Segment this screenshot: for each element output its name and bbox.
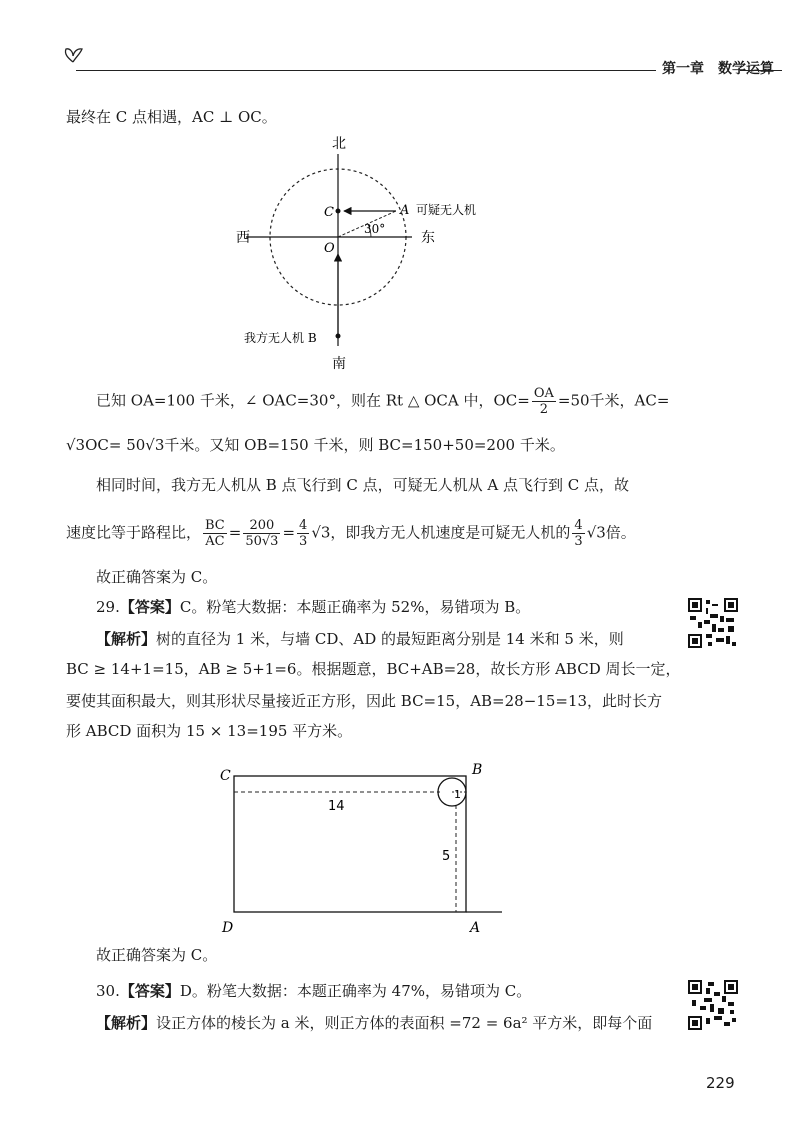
page-number: 229 xyxy=(706,1074,735,1092)
rectangle-figure xyxy=(220,760,520,940)
label-1: 1 xyxy=(454,788,461,801)
rectangle-abcd xyxy=(234,776,466,912)
q29-answer-text: C。粉笔大数据：本题正确率为 52%，易错项为 B。 xyxy=(179,598,531,616)
fraction-denominator: 50√3 xyxy=(245,534,279,549)
suspect-drone-label: 可疑无人机 xyxy=(416,203,477,217)
fraction-numerator: BC xyxy=(205,518,225,533)
fraction-numerator: 4 xyxy=(574,518,583,533)
paragraph-same-time: 相同时间，我方无人机从 B 点飞行到 C 点，可疑无人机从 A 点飞行到 C 点，故 xyxy=(96,476,629,494)
vertex-d-label: D xyxy=(222,920,234,936)
q29-analysis-tag: 【解析】 xyxy=(96,630,157,648)
label-5: 5 xyxy=(442,849,451,864)
running-header xyxy=(62,42,774,82)
point-o-label: O xyxy=(324,241,335,256)
paragraph-given xyxy=(96,386,669,417)
point-c-dot xyxy=(336,209,341,214)
south-label: 南 xyxy=(332,356,346,372)
point-c-label: C xyxy=(324,205,334,220)
fraction-denominator: AC xyxy=(205,534,225,549)
q29-analysis-text: 树的直径为 1 米，与墙 CD、AD 的最短距离分别是 14 米和 5 米，则 xyxy=(156,630,624,648)
q29-analysis-line2: BC ≥ 14+1=15，AB ≥ 5+1=6。根据题意，BC+AB=28，故长方形 ABCD 周长一定， xyxy=(66,660,681,678)
q30-answer-tag: 【答案】 xyxy=(119,982,180,1000)
q30-analysis-text: 设正方体的棱长为 a 米，则正方体的表面积 =72 = 6a² 平方米，即每个面 xyxy=(156,1014,653,1032)
ratio-text-b: √3，即我方无人机速度是可疑无人机的 xyxy=(311,523,571,542)
q30-analysis-tag: 【解析】 xyxy=(96,1014,157,1032)
paragraph-bc: √3OC= 50√3千米。又知 OB=150 千米，则 BC=150+50=200 千米。 xyxy=(66,436,565,454)
point-b-dot xyxy=(336,334,341,339)
header-rule xyxy=(76,70,656,71)
fraction-denominator: 2 xyxy=(539,402,549,417)
vertex-c-label: C xyxy=(220,768,231,784)
q29-number: 29. xyxy=(96,598,120,616)
chapter-title: 数学运算 xyxy=(718,61,774,77)
q30-number: 30. xyxy=(96,982,120,1000)
point-a-label: A xyxy=(400,203,410,218)
chapter-heading xyxy=(662,58,774,78)
vertex-b-label: B xyxy=(472,762,483,778)
label-14: 14 xyxy=(328,799,345,814)
east-label: 东 xyxy=(421,230,435,246)
our-drone-label: 我方无人机 B xyxy=(244,331,317,345)
fraction-numerator: 200 xyxy=(243,518,280,534)
chapter-number: 第一章 xyxy=(662,61,704,77)
ratio-text-c: √3倍。 xyxy=(586,523,636,542)
fraction-denominator: 3 xyxy=(574,534,583,549)
q30-answer-text: D。粉笔大数据：本题正确率为 47%，易错项为 C。 xyxy=(179,982,532,1000)
angle-label: 30° xyxy=(364,222,386,236)
vertex-a-label: A xyxy=(470,920,481,936)
fraction-denominator: 3 xyxy=(299,534,308,549)
given-text-a: 已知 OA=100 千米，∠ OAC=30°，则在 Rt △ OCA 中，OC= xyxy=(96,391,530,410)
given-text-b: =50千米，AC= xyxy=(557,391,670,410)
q29-analysis-line4: 形 ABCD 面积为 15 × 13=195 平方米。 xyxy=(66,722,353,740)
fraction-4-3 xyxy=(297,518,309,549)
fraction-200 xyxy=(243,518,280,549)
fraction-bc-ac xyxy=(203,518,227,549)
leaf-icon xyxy=(62,44,84,66)
q29-answer-tag: 【答案】 xyxy=(119,598,180,616)
answer-summary-28: 故正确答案为 C。 xyxy=(96,568,218,586)
qr-code-icon[interactable] xyxy=(688,598,738,648)
fraction-oa-2 xyxy=(532,386,556,417)
answer-summary-29: 故正确答案为 C。 xyxy=(96,946,218,964)
paragraph-speed-ratio: 速度比等于路程比， $\frac{BC}{AC}$ = $\frac{200}{50√3}$ = $\frac{4}{3}$ √3，即我方无人机速度是可疑无人机的 $\frac{4}{3}$ √3倍。 xyxy=(66,518,636,549)
north-label: 北 xyxy=(332,136,346,152)
west-label: 西 xyxy=(236,230,250,246)
header-rule-right xyxy=(740,70,782,71)
fraction-numerator: OA xyxy=(533,386,554,401)
fraction-4-3-b xyxy=(572,518,584,549)
q29-analysis-line1 xyxy=(96,628,624,650)
q30-analysis-line1 xyxy=(96,1012,652,1034)
qr-code-icon[interactable] xyxy=(688,980,738,1030)
compass-figure xyxy=(226,136,526,372)
q29-analysis-line3: 要使其面积最大，则其形状尽量接近正方形，因此 BC=15，AB=28−15=13，此时长方 xyxy=(66,692,663,710)
ratio-text-a: 速度比等于路程比， xyxy=(66,523,202,542)
q29-answer xyxy=(96,596,530,618)
q30-answer xyxy=(96,980,531,1002)
fraction-numerator: 4 xyxy=(299,518,308,533)
paragraph-meet: 最终在 C 点相遇，AC ⊥ OC。 xyxy=(66,108,277,126)
